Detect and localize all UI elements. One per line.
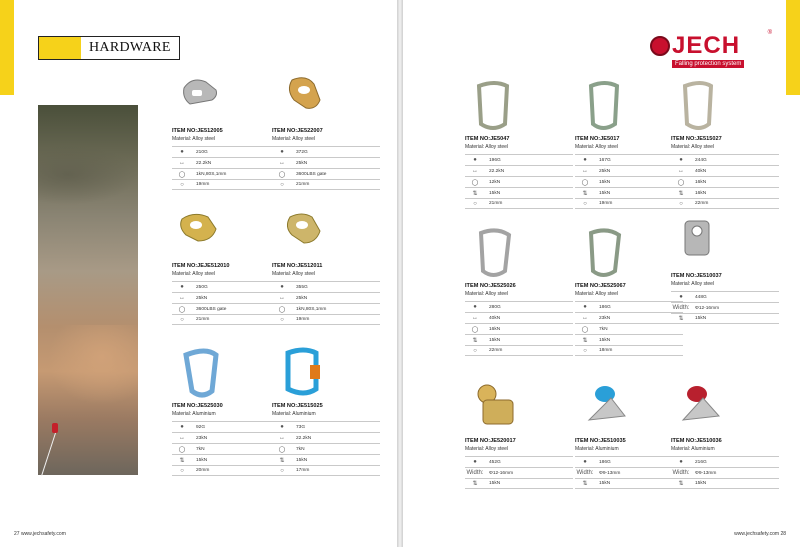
weight-icon: ● [280, 149, 284, 155]
spec-row: ◯ 7kN [575, 323, 683, 334]
snap-hook-image [172, 70, 280, 126]
photo-rock [48, 325, 138, 405]
spec-row: ● 355G [272, 281, 380, 292]
carabiner-image [465, 78, 573, 134]
opening-icon: ○ [280, 181, 284, 188]
spec-row: ⇅ 15kN [575, 187, 683, 198]
spec-row: ● 186G [575, 456, 683, 467]
item-number: ITEM NO:JE525026 [465, 283, 516, 289]
spec-row: Width: Φ9-13mm [671, 467, 779, 478]
spec-row: ↔ 22.2kN [172, 157, 280, 168]
item-material: Material: Alloy steel [671, 144, 715, 150]
spec-list [575, 154, 683, 209]
product-card [575, 78, 683, 209]
rope-grab-image [465, 380, 573, 436]
spec-row: ◯ 1kN,80S,1mm [272, 303, 380, 314]
weight-icon: ● [473, 304, 477, 310]
spec-row: ↔ 22.2kN [272, 432, 380, 443]
item-material: Material: Alloy steel [272, 136, 316, 142]
product-card [671, 380, 779, 489]
strength-icon: ↔ [179, 160, 185, 166]
page-number: 28 [780, 531, 786, 537]
left-page [0, 0, 397, 547]
brand-logo [650, 32, 770, 72]
spec-row: ◯ 1kN,80S,1mm [172, 168, 280, 179]
weight-icon: ● [679, 294, 683, 300]
item-material: Material: Aluminium [172, 411, 216, 417]
strength-icon: ⇅ [472, 337, 478, 344]
spec-row: ○ 21mm [272, 179, 380, 190]
strength-icon: ↔ [582, 168, 588, 174]
weight-icon: ● [583, 459, 587, 465]
spec-row: ↔ 25kN [272, 292, 380, 303]
item-material: Material: Alloy steel [575, 144, 619, 150]
spec-row: ⇅ 15kN [671, 478, 779, 489]
item-material: Material: Alloy steel [172, 136, 216, 142]
spec-row: ⇅ 15kN [465, 187, 573, 198]
strength-icon: ⇅ [582, 481, 588, 487]
carabiner-image [272, 345, 380, 401]
spec-row: ↔ 23kN [172, 432, 280, 443]
product-card [465, 225, 573, 356]
spec-list [272, 421, 380, 476]
spec-row: ● 216G [671, 456, 779, 467]
product-card [172, 205, 280, 325]
spec-list [671, 291, 779, 324]
spec-list [272, 281, 380, 325]
spec-row: ↔ 25kN [272, 157, 380, 168]
spec-row: ◯ 16kN [465, 323, 573, 334]
item-material: Material: Alloy steel [575, 291, 619, 297]
gate-icon: ◯ [278, 446, 286, 453]
gate-icon: ◯ [581, 326, 589, 333]
item-material: Material: Alloy steel [272, 271, 316, 277]
spec-row: ⇅ 15kN [465, 334, 573, 345]
registered-mark: ® [767, 30, 772, 36]
carabiner-image [465, 225, 573, 281]
item-number: ITEM NO:JE525030 [172, 403, 223, 409]
spec-row: ◯ 3600LBS gate [172, 303, 280, 314]
weight-icon: ● [679, 459, 683, 465]
item-material: Material: Alloy steel [172, 271, 216, 277]
spec-row: ● 210G [172, 146, 280, 157]
item-number: ITEM NO:JE510037 [671, 273, 722, 279]
gate-icon: ◯ [278, 171, 286, 178]
gate-icon: ◯ [471, 326, 479, 333]
footer-right [734, 531, 786, 537]
spec-row: ↔ 25kN [172, 292, 280, 303]
spec-row: ↔ 23kN [575, 312, 683, 323]
gate-icon: ◯ [278, 306, 286, 313]
spec-row: ○ 19mm [172, 179, 280, 190]
product-card [272, 70, 380, 190]
opening-icon: ○ [180, 316, 184, 323]
spec-row: ⇅ 15kN [465, 478, 573, 489]
spec-row: ⇅ 15kN [172, 454, 280, 465]
item-number: ITEM NO:JE525067 [575, 283, 626, 289]
header-swatch [39, 37, 81, 59]
spec-row: ● 186G [575, 301, 683, 312]
spec-row: ⇅ 15kN [272, 454, 380, 465]
opening-icon: ○ [473, 200, 477, 207]
spec-row: ◯ 12kN [465, 176, 573, 187]
yellow-tab [0, 0, 14, 95]
spec-list [671, 154, 779, 209]
item-material: Material: Alloy steel [671, 281, 715, 287]
spec-row: ◯ 7kN [172, 443, 280, 454]
item-material: Material: Aluminium [272, 411, 316, 417]
footer-left [14, 531, 66, 537]
spec-list [465, 154, 573, 209]
weight-icon: ● [280, 284, 284, 290]
logo-wordmark: JECH [672, 32, 741, 59]
strength-icon: ↔ [582, 315, 588, 321]
product-card [575, 380, 683, 489]
carabiner-image [575, 78, 683, 134]
yellow-tab [786, 0, 800, 95]
strength-icon: ⇅ [582, 337, 588, 344]
spec-row: ● 250G [172, 281, 280, 292]
strength-icon: ⇅ [472, 481, 478, 487]
width-label: Width: [672, 470, 690, 476]
gate-icon: ◯ [581, 179, 589, 186]
climbing-photo [38, 105, 138, 475]
product-card [575, 225, 683, 356]
rope-grab-image [575, 380, 683, 436]
product-card [272, 345, 380, 476]
spec-row: ○ 22mm [671, 198, 779, 209]
snap-hook-image [272, 205, 380, 261]
spec-row: ○ 18mm [575, 345, 683, 356]
product-card [172, 345, 280, 476]
spec-list [465, 301, 573, 356]
spec-row: ↔ 40kN [671, 165, 779, 176]
weight-icon: ● [180, 284, 184, 290]
spec-list [272, 146, 380, 190]
spec-row: ● 92G [172, 421, 280, 432]
item-material: Material: Aluminium [671, 446, 715, 452]
item-material: Material: Alloy steel [465, 446, 509, 452]
strength-icon: ↔ [678, 168, 684, 174]
opening-icon: ○ [280, 467, 284, 474]
website-text: www.jechsafety.com [734, 531, 780, 537]
spec-row: ○ 20mm [172, 465, 280, 476]
item-material: Material: Alloy steel [465, 144, 509, 150]
opening-icon: ○ [583, 347, 587, 354]
item-number: ITEM NO:JE515027 [671, 136, 722, 142]
spec-list [671, 456, 779, 489]
item-number: ITEM NO:JE515025 [272, 403, 323, 409]
gate-icon: ◯ [471, 179, 479, 186]
gate-icon: ◯ [178, 306, 186, 313]
opening-icon: ○ [280, 316, 284, 323]
photo-climber [52, 423, 58, 433]
strength-icon: ↔ [279, 160, 285, 166]
item-number: ITEM NO:JE512011 [272, 263, 323, 269]
spec-row: ○ 19mm [272, 314, 380, 325]
product-card [465, 78, 573, 209]
item-number: ITEM NO:JE522007 [272, 128, 323, 134]
spec-list [465, 456, 573, 489]
product-card [671, 78, 779, 209]
spec-row: ○ 22mm [465, 345, 573, 356]
spec-row: ⇅ 15kN [575, 334, 683, 345]
spec-list [172, 421, 280, 476]
logo-mark [650, 36, 670, 56]
weight-icon: ● [180, 149, 184, 155]
carabiner-image [172, 345, 280, 401]
logo-tagline: Falling protection system [672, 60, 744, 68]
weight-icon: ● [473, 459, 477, 465]
item-number: ITEM NO:JEJE512010 [172, 263, 230, 269]
spec-row: ○ 19mm [575, 198, 683, 209]
page-number: 27 [14, 531, 20, 537]
item-number: ITEM NO:JE5047 [465, 136, 510, 142]
item-number: ITEM NO:JE510035 [575, 438, 626, 444]
spec-row: ● 73G [272, 421, 380, 432]
spec-row: ● 167G [575, 154, 683, 165]
spec-row: ⇅ 16kN [671, 187, 779, 198]
item-number: ITEM NO:JE520017 [465, 438, 516, 444]
photo-rope [41, 433, 56, 476]
opening-icon: ○ [180, 181, 184, 188]
strength-icon: ↔ [279, 295, 285, 301]
spec-row: ↔ 40kN [465, 312, 573, 323]
strength-icon: ↔ [179, 435, 185, 441]
strength-icon: ⇅ [678, 190, 684, 197]
spec-row: Width: Φ12-16mm [671, 302, 779, 313]
spec-list [172, 281, 280, 325]
website-text: www.jechsafety.com [20, 531, 66, 537]
product-card [671, 215, 779, 324]
spec-row: ● 244G [671, 154, 779, 165]
right-page [403, 0, 800, 547]
item-number: ITEM NO:JE5017 [575, 136, 620, 142]
width-label: Width: [672, 305, 690, 311]
gate-icon: ◯ [178, 446, 186, 453]
product-card [465, 380, 573, 489]
weight-icon: ● [583, 157, 587, 163]
width-label: Width: [466, 470, 484, 476]
product-card [272, 205, 380, 325]
item-number: ITEM NO:JE510036 [671, 438, 722, 444]
spec-row: ● 280G [465, 301, 573, 312]
spec-row: ○ 17mm [272, 465, 380, 476]
weight-icon: ● [280, 424, 284, 430]
spec-row: ● 196G [465, 154, 573, 165]
section-header [38, 36, 180, 60]
spec-row: Width: Φ12-16mm [465, 467, 573, 478]
spec-row: ○ 21mm [465, 198, 573, 209]
strength-icon: ↔ [472, 315, 478, 321]
spec-row: Width: Φ9-13mm [575, 467, 683, 478]
strength-icon: ⇅ [582, 190, 588, 197]
spec-list [172, 146, 280, 190]
weight-icon: ● [679, 157, 683, 163]
strength-icon: ⇅ [678, 481, 684, 487]
gate-icon: ◯ [178, 171, 186, 178]
spec-row: ⇅ 15kN [671, 313, 779, 324]
spec-row: ◯ 16kN [671, 176, 779, 187]
snap-hook-image [272, 70, 380, 126]
spec-row: ↔ 25kN [575, 165, 683, 176]
spec-row: ● 372G [272, 146, 380, 157]
snap-hook-image [172, 205, 280, 261]
rope-grab-image [671, 380, 779, 436]
spec-row: ● 448G [671, 291, 779, 302]
spec-row: ↔ 22.2kN [465, 165, 573, 176]
item-material: Material: Alloy steel [465, 291, 509, 297]
width-label: Width: [576, 470, 594, 476]
strength-icon: ↔ [279, 435, 285, 441]
spec-list [575, 301, 683, 356]
weight-icon: ● [473, 157, 477, 163]
strength-icon: ⇅ [279, 457, 285, 464]
photo-rock [38, 145, 138, 205]
opening-icon: ○ [473, 347, 477, 354]
carabiner-image [575, 225, 683, 281]
strength-icon: ↔ [179, 295, 185, 301]
section-title: HARDWARE [89, 40, 171, 55]
spec-row: ◯ 15kN [575, 176, 683, 187]
spec-row: ◯ 7kN [272, 443, 380, 454]
item-material: Material: Aluminium [575, 446, 619, 452]
spec-list [575, 456, 683, 489]
rope-grab-image [671, 215, 779, 271]
carabiner-image [671, 78, 779, 134]
opening-icon: ○ [679, 200, 683, 207]
gate-icon: ◯ [677, 179, 685, 186]
strength-icon: ⇅ [179, 457, 185, 464]
spec-row: ● 452G [465, 456, 573, 467]
item-number: ITEM NO:JE512005 [172, 128, 223, 134]
product-card [172, 70, 280, 190]
opening-icon: ○ [180, 467, 184, 474]
strength-icon: ⇅ [678, 316, 684, 322]
strength-icon: ↔ [472, 168, 478, 174]
spec-row: ○ 21mm [172, 314, 280, 325]
spec-row: ⇅ 15kN [575, 478, 683, 489]
strength-icon: ⇅ [472, 190, 478, 197]
weight-icon: ● [583, 304, 587, 310]
opening-icon: ○ [583, 200, 587, 207]
weight-icon: ● [180, 424, 184, 430]
spec-row: ◯ 3600LBS gate [272, 168, 380, 179]
